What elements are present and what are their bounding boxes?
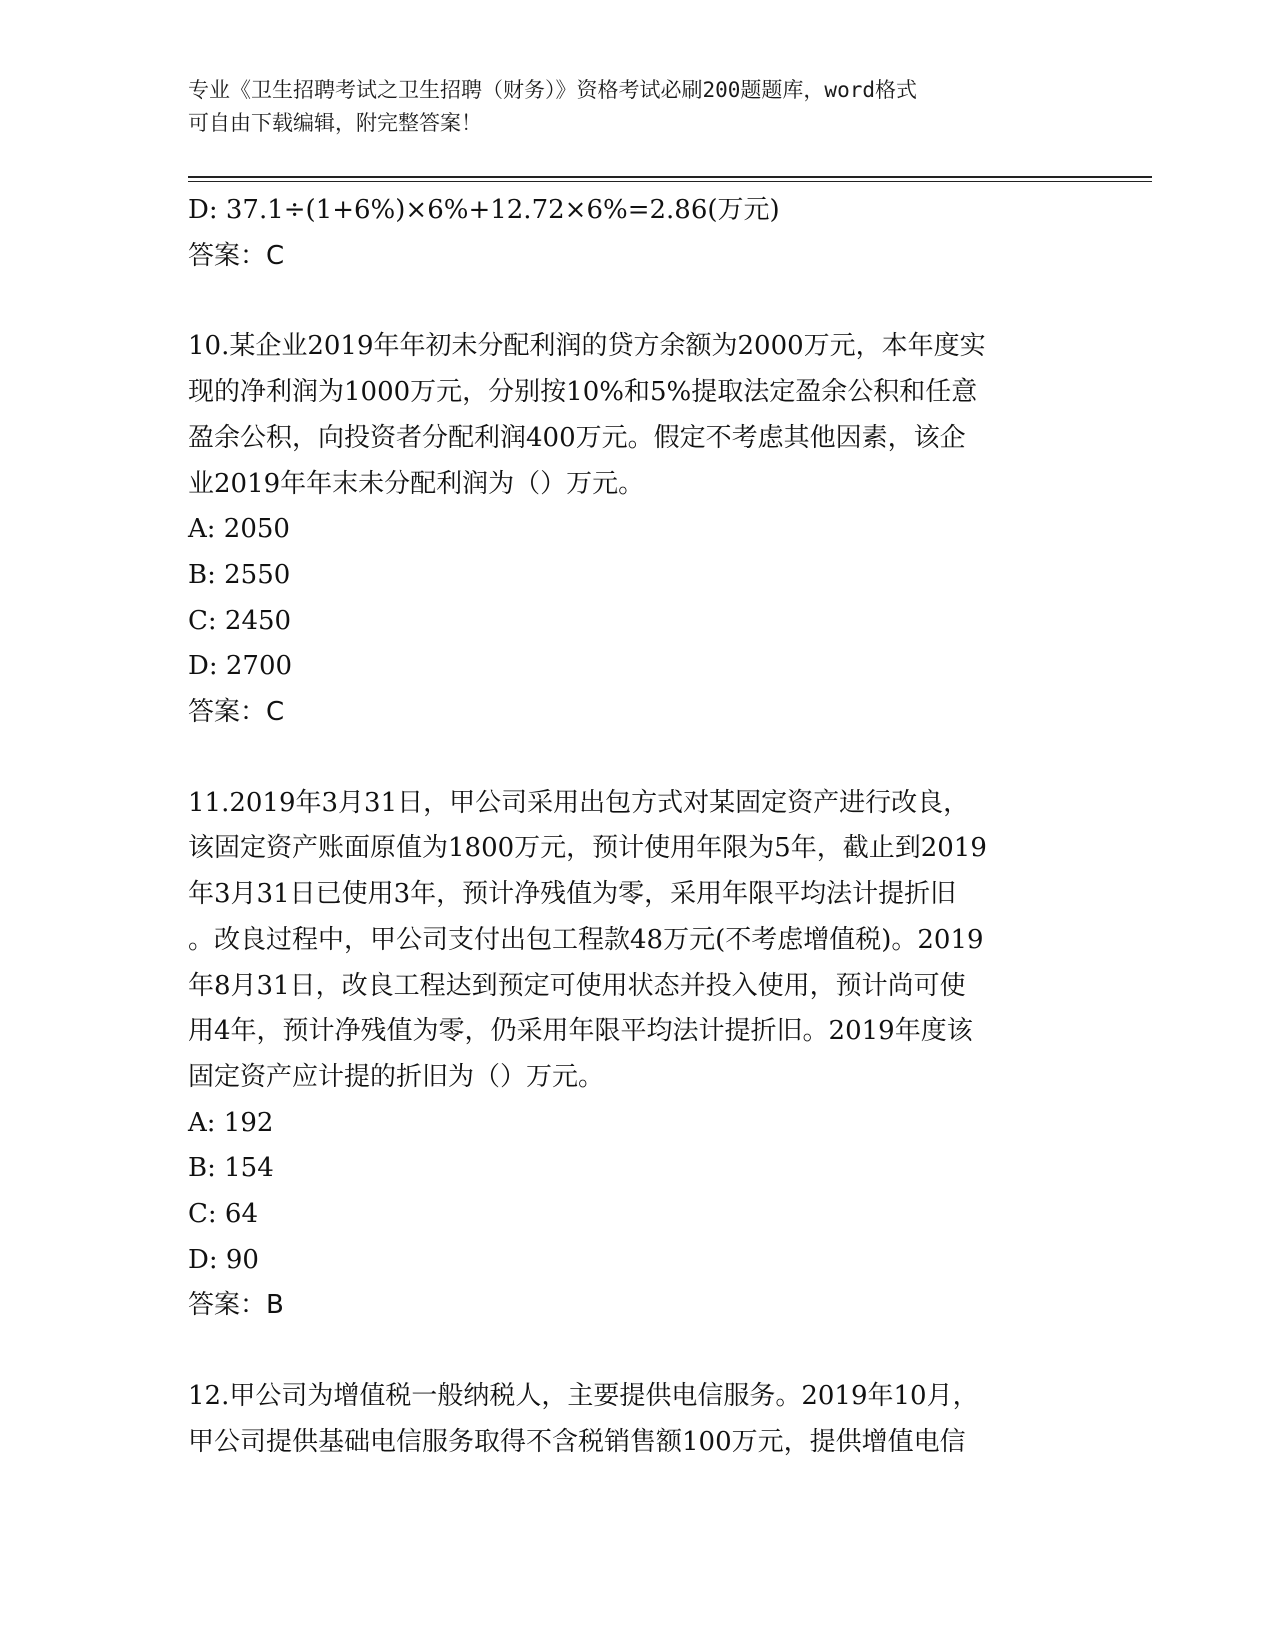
option-a: A: 192 (188, 1107, 274, 1138)
question-text-line: 盈余公积，向投资者分配利润400万元。假定不考虑其他因素，该企 (188, 422, 966, 453)
question-11 (188, 781, 1088, 1329)
option-c: C: 2450 (188, 605, 292, 636)
question-text-line: 年3月31日已使用3年，预计净残值为零，采用年限平均法计提折旧 (188, 879, 957, 910)
answer-label: 答案：B (188, 1290, 284, 1321)
question-text-line: 11.2019年3月31日，甲公司采用出包方式对某固定资产进行改良， (188, 787, 970, 818)
answer-label: 答案：C (188, 240, 285, 271)
page-header (188, 74, 1088, 140)
question-text-line: 用4年，预计净残值为零，仍采用年限平均法计提折旧。2019年度该 (188, 1016, 973, 1047)
question-text-line: 。改良过程中，甲公司支付出包工程款48万元(不考虑增值税)。2019 (188, 924, 984, 955)
header-rule-top (188, 176, 1152, 178)
header-rule-bottom (188, 181, 1152, 182)
spacer (188, 279, 1088, 324)
question-text-line: 年8月31日，改良工程达到预定可使用状态并投入使用，预计尚可使 (188, 970, 966, 1001)
previous-question-tail (188, 188, 1088, 279)
question-text-line: 固定资产应计提的折旧为（）万元。 (188, 1061, 605, 1092)
question-text-line: 10.某企业2019年年初未分配利润的贷方余额为2000万元，本年度实 (188, 331, 986, 362)
question-text-line: 业2019年年末未分配利润为（）万元。 (188, 468, 645, 499)
question-text-line: 甲公司提供基础电信服务取得不含税销售额100万元，提供增值电信 (188, 1426, 966, 1457)
document-body (188, 188, 1088, 1466)
spacer (188, 1329, 1088, 1374)
option-d: D: 90 (188, 1244, 259, 1275)
option-a: A: 2050 (188, 514, 290, 545)
option-b: B: 2550 (188, 559, 291, 590)
question-text-line: 该固定资产账面原值为1800万元，预计使用年限为5年，截止到2019 (188, 833, 987, 864)
option-b: B: 154 (188, 1153, 274, 1184)
spacer (188, 736, 1088, 781)
header-line-1: 专业《卫生招聘考试之卫生招聘（财务）》资格考试必刷200题题库，word格式 (188, 78, 917, 102)
header-line-2: 可自由下载编辑，附完整答案！ (188, 111, 482, 135)
question-text-line: 12.甲公司为增值税一般纳税人，主要提供电信服务。2019年10月， (188, 1381, 979, 1412)
option-c: C: 64 (188, 1199, 259, 1230)
option-d: D: 2700 (188, 651, 293, 682)
answer-label: 答案：C (188, 697, 285, 728)
option-d: D: 37.1÷(1+6%)×6%+12.72×6%=2.86(万元) (188, 195, 780, 225)
question-10 (188, 324, 1088, 735)
question-12 (188, 1374, 1088, 1465)
question-text-line: 现的净利润为1000万元，分别按10%和5%提取法定盈余公积和任意 (188, 377, 978, 408)
